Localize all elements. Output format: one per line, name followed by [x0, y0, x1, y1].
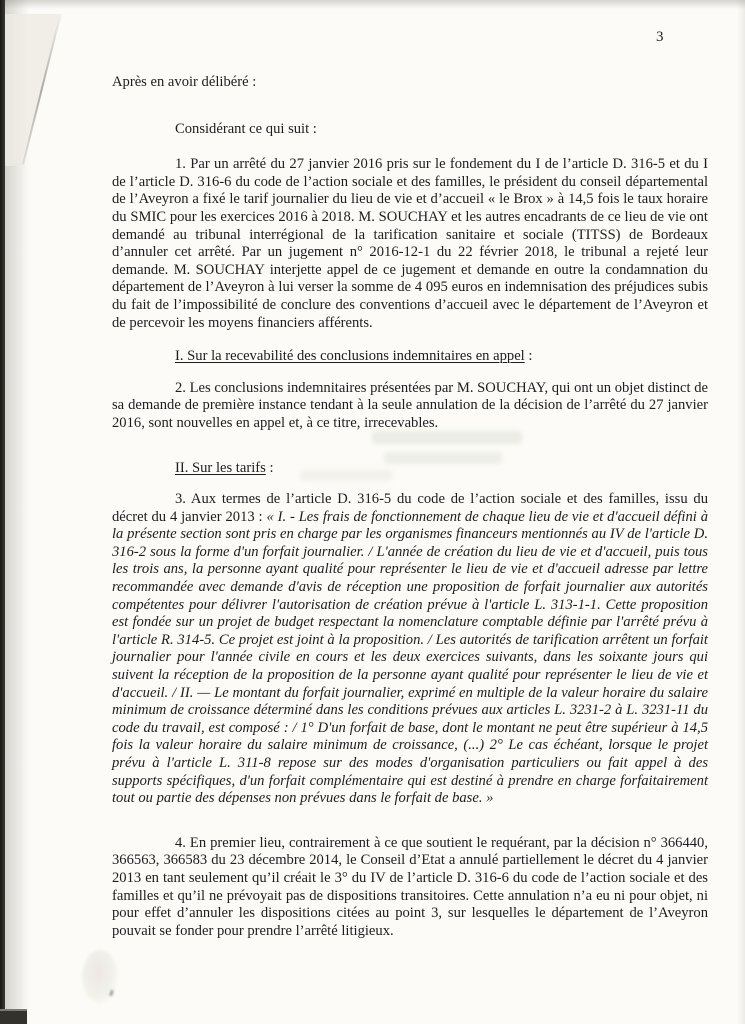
section-2-heading: [112, 460, 708, 478]
scan-top-shadow: [0, 0, 745, 9]
scan-bottom-left-corner: [0, 1009, 27, 1024]
section-2-title: II. Sur les tarifs: [175, 459, 266, 476]
section-1-colon: :: [524, 348, 533, 365]
paragraph-3-lead: 3. Aux termes de l’article D. 316-5 du code de l’action sociale et des familles, issu du décret du 4 janvier 2013 :: [112, 491, 708, 525]
paragraph-3-quotation: « I. - Les frais de fonctionnement de chaque lieu de vie et d'accueil défini à la présente section sont pris en charge par les organismes financeurs mentionnés au IV de l'article D. 316-2 sous la forme d'un forfait journalier. / L'année de création du lieu de vie et d'accueil, puis tous les trois ans, la personne ayant qualité pour représenter le lieu de vie et d'accueil adresse par lettre recommandée avec demande d'avis de réception une proposition de forfait journalier aux autorités compétentes pour délivrer l'autorisation de création prévue à l'article L. 313-1-1. Cette proposition est fondée sur un projet de budget respectant la nomenclature comptable définie par l'arrêté prévu à l'article R. 314-5. Ce projet est joint à la proposition. / Les autorités de tarification arrêtent un forfait journalier pour l'année civile en cours et les deux exercices suivants, dans les soixante jours qui suivent la réception de la proposition de la personne ayant qualité pour représenter le lieu de vie et d'accueil. / II. — Le montant du forfait journalier, exprimé en multiple de la valeur horaire du salaire minimum de croissance déterminé dans les conditions prévues aux articles L. 3231-2 à L. 3231-11 du code du travail, est composé : / 1° D'un forfait de base, dont le montant ne peut être supérieur à 14,5 fois la valeur horaire du salaire minimum de croissance, (...) 2° Le cas échéant, lorsque le projet prévu à l'article L. 311-8 repose sur des modes d'organisation particuliers ou fait appel à des supports spécifiques, d'un forfait complémentaire qui est destiné à prendre en charge forfaitairement tout ou partie des dépenses non prévues dans le forfait de base. »: [112, 508, 708, 807]
paragraph-3: [112, 491, 708, 808]
section-1-heading: [112, 348, 708, 366]
deliberation-line: Après en avoir délibéré :: [112, 74, 257, 90]
section-2-colon: :: [265, 459, 274, 476]
paragraph-2: 2. Les conclusions indemnitaires présentées par M. SOUCHAY, qui ont un objet distinct de sa demande de première instance tendant à la seule annulation de la décision de l’arrêté du 27 janvier 2016, sont nouvelles en appel et, à ce titre, irrecevables.: [112, 379, 708, 431]
considering-line: Considérant ce qui suit :: [175, 120, 317, 137]
section-1-title: I. Sur la recevabilité des conclusions indemnitaires en appel: [175, 348, 525, 365]
document-body: [112, 74, 708, 940]
paragraph-1: 1. Par un arrêté du 27 janvier 2016 pris sur le fondement du I de l’article D. 316-5 et du I de l’article D. 316-6 du code de l’action sociale et des familles, le président du conseil départemental de l’Aveyron a fixé le tarif journalier du lieu de vie et d’accueil « le Brox » à 14,5 fois le taux horaire du SMIC pour les exercices 2016 à 2018. M. SOUCHAY et les autres encadrants de ce lieu de vie ont demandé au tribunal interrégional de la tarification sanitaire et sociale (TITSS) de Bordeaux d’annuler cet arrêté. Par un jugement n° 2016-12-1 du 22 février 2018, le tribunal a rejeté leur demande. M. SOUCHAY interjette appel de ce jugement et demande en outre la condamnation du département de l’Aveyron à lui verser la somme de 4 095 euros en indemnisation des préjudices subis du fait de l’impossibilité de conclure des conventions d’accueil avec le département de l’Aveyron et de percevoir les moyens financiers afférents.: [112, 156, 708, 331]
ink-smudge: [82, 950, 118, 1004]
scan-right-shadow: [737, 0, 745, 1024]
scan-left-edge: [0, 0, 5, 1024]
paragraph-4: 4. En premier lieu, contrairement à ce que soutient le requérant, par la décision n° 366440, 366563, 366583 du 23 décembre 2014, le Conseil d’Etat a annulé partiellement le décret du 4 janvier 2013 en tant seulement qu’il créait le 3° du IV de l’article D. 316-6 du code de l’action sociale et des familles et qu’il ne prévoyait pas de dispositions transitoires. Cette annulation n’a eu ni pour objet, ni pour effet d’annuler les dispositions citées au point 3, sur lesquelles le département de l’Aveyron pouvait se fonder pour prendre l’arrêté litigieux.: [112, 834, 708, 939]
page-number: 3: [656, 29, 664, 45]
